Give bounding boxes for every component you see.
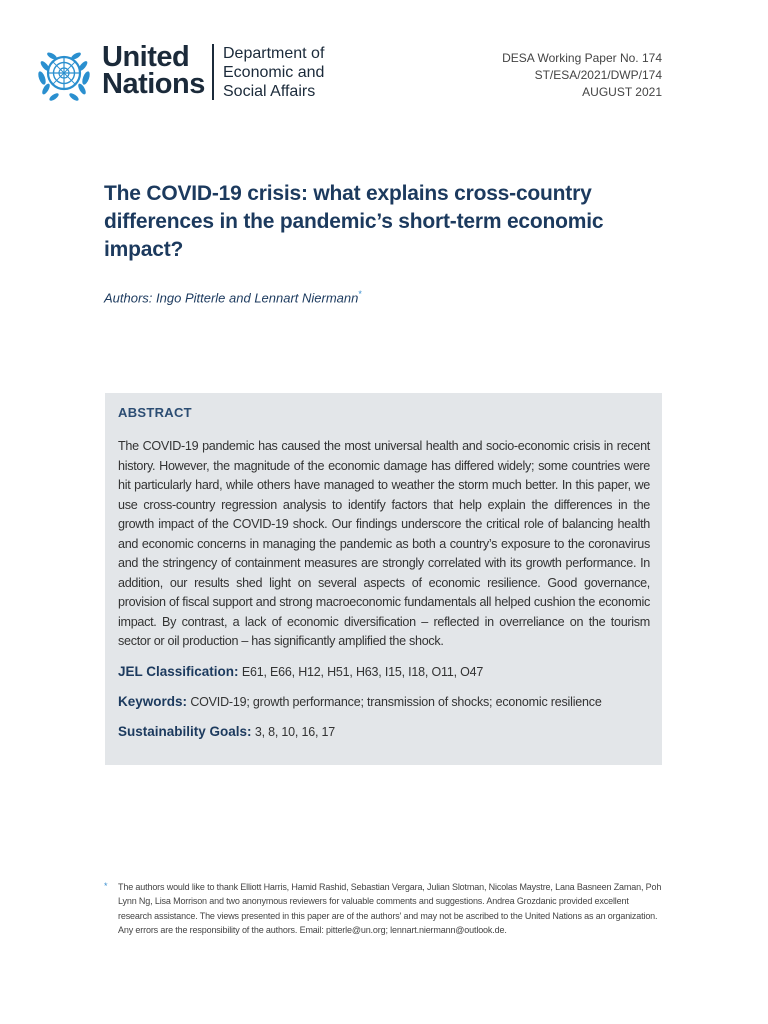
authors-line [104,289,362,305]
department-name [223,44,324,101]
author-footnote-marker: * [358,289,362,299]
publication-date: AUGUST 2021 [582,85,662,99]
abstract-body: The COVID-19 pandemic has caused the most universal health and socio-economic crisis in recent history. However, the magnitude of the economic damage has differed widely; some countries were hit particularly hard, while others have managed to weather the storm much better. In this paper, we use cross-country regression analysis to identify factors that help explain the differences in the growth impact of the COVID-19 shock. Our findings underscore the critical role of balancing health and economic concerns in managing the pandemic as both a country’s exposure to the coronavirus and the stringency of containment measures are strongly correlated with its growth performance. In addition, our results shed light on several aspects of economic resilience. Good governance, provision of fiscal support and strong macroeconomic fundamentals all helped cushion the economic impact. By contrast, a lack of economic diversification – reflected in overreliance on the tourism sector or oil production – has significantly amplified the shock. [118,439,650,648]
paper-title: The COVID-19 crisis: what explains cross-country differences in the pandemic’s short-term economic impact? [104,182,604,261]
sdg-label: Sustainability Goals: [118,723,252,739]
jel-label: JEL Classification: [118,663,239,679]
paper-number: DESA Working Paper No. 174 [502,51,662,65]
department-line3: Social Affairs [223,83,316,100]
jel-classification [118,662,650,682]
abstract-box [105,393,662,765]
document-symbol: ST/ESA/2021/DWP/174 [534,68,662,82]
keywords-label: Keywords: [118,693,188,709]
department-line2: Economic and [223,64,325,81]
footnote [104,880,664,937]
keywords-value: COVID-19; growth performance; transmission of shocks; economic resilience [190,694,602,709]
un-wordmark [102,41,205,100]
abstract-heading: ABSTRACT [118,405,192,420]
paper-metadata [502,50,662,101]
sustainability-goals [118,722,650,742]
keywords [118,692,650,712]
authors-text: Authors: Ingo Pitterle and Lennart Niermann [104,290,359,306]
un-logo [34,42,334,104]
footnote-text: The authors would like to thank Elliott Harris, Hamid Rashid, Sebastian Vergara, Julian Slotman, Nicolas Maystre, Lana Basneen Zaman, Poh Lynn Ng, Lisa Morrison and two anonymous reviewers for valuable comments and suggestions. Andrea Grozdanic provided excellent research assistance. The views presented in this paper are of the authors' and may not be ascribed to the United Nations as an organization. Any errors are the responsibility of the authors. Email: pitterle@un.org; lennart.niermann@outlook.de. [118,882,662,935]
jel-value: E61, E66, H12, H51, H63, I15, I18, O11, O47 [241,664,484,679]
un-wordmark-line1: United [102,41,190,73]
un-emblem-icon [34,44,94,104]
footnote-marker: * [104,881,108,891]
un-wordmark-line2: Nations [102,68,205,100]
department-line1: Department of [223,45,325,62]
sdg-value: 3, 8, 10, 16, 17 [254,724,336,739]
logo-divider [212,44,214,100]
